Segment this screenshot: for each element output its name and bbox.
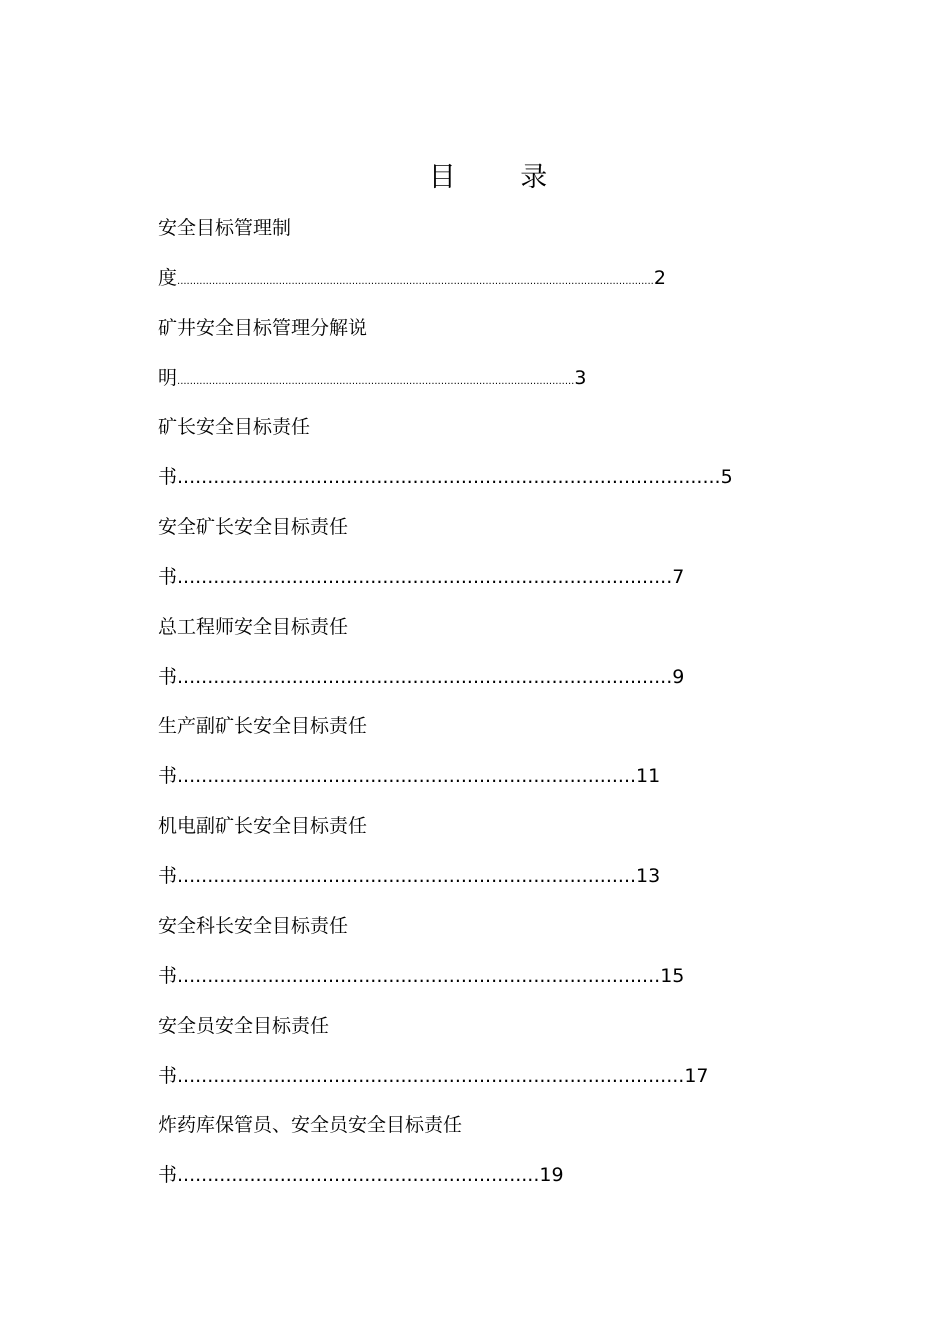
toc-entry-title: 生产副矿长安全目标责任 xyxy=(158,715,368,738)
toc-entry-tail xyxy=(158,956,798,996)
toc-entry-title: 总工程师安全目标责任 xyxy=(158,615,349,638)
toc-entry-tail xyxy=(158,457,798,497)
toc-entry-tail-char: 书 xyxy=(158,466,178,489)
toc-dot-leader: .................................................................................. xyxy=(177,665,673,688)
toc-entry[interactable] xyxy=(158,407,798,507)
toc-entry-tail-char: 书 xyxy=(158,1164,178,1187)
toc-entry[interactable] xyxy=(158,208,798,308)
toc-entry-tail xyxy=(158,856,798,896)
toc-dot-leader: ............................................................ xyxy=(177,1164,540,1187)
toc-entry[interactable] xyxy=(158,308,798,408)
toc-entry-title: 机电副矿长安全目标责任 xyxy=(158,815,368,838)
toc-entry-tail-char: 书 xyxy=(158,1064,178,1087)
toc-title: 目 录 xyxy=(428,162,576,193)
toc-entry-tail xyxy=(158,557,798,597)
toc-entry-tail xyxy=(158,1056,798,1096)
toc-entry[interactable] xyxy=(158,1006,798,1106)
toc-page-number: 11 xyxy=(636,765,661,788)
toc-page-number: 2 xyxy=(653,267,666,289)
toc-entry-tail xyxy=(158,756,798,796)
toc-page-number: 5 xyxy=(720,466,733,489)
toc-dot-leader: ................................................................................ xyxy=(177,964,661,987)
toc-entry-tail-char: 书 xyxy=(158,665,178,688)
toc-dot-leader: .................................................................................... xyxy=(177,1064,685,1087)
toc-dot-leader: ............................................................................ xyxy=(177,765,637,788)
toc-entry[interactable] xyxy=(158,607,798,707)
toc-dot-leader: ............................................................................ xyxy=(177,865,637,888)
toc-entry-tail-char: 度 xyxy=(158,267,178,289)
toc-entry[interactable] xyxy=(158,906,798,1006)
toc-entry-tail-char: 书 xyxy=(158,566,178,589)
toc-entry-tail xyxy=(158,358,798,398)
toc-entry-title: 炸药库保管员、安全员安全目标责任 xyxy=(158,1114,463,1137)
toc-entry[interactable] xyxy=(158,706,798,806)
toc-page-number: 15 xyxy=(660,964,685,987)
toc-entry-title: 安全矿长安全目标责任 xyxy=(158,516,349,539)
toc-entry[interactable] xyxy=(158,507,798,607)
toc-dot-leader: .................................................................................. xyxy=(177,566,673,589)
toc-page-number: 7 xyxy=(672,566,685,589)
toc-entry-tail xyxy=(158,1155,798,1195)
toc-entry-title: 安全员安全目标责任 xyxy=(158,1014,330,1037)
toc-entry-tail-char: 书 xyxy=(158,865,178,888)
toc-entry-title: 矿井安全目标管理分解说 xyxy=(158,316,368,339)
toc-entry-title: 安全目标管理制 xyxy=(158,217,292,239)
toc-dot-leader: .......................................................................................... xyxy=(177,466,721,489)
toc-dot-leader: ...................................................................................................................................................... xyxy=(177,276,654,287)
toc-entry-title: 安全科长安全目标责任 xyxy=(158,914,349,937)
toc-dot-leader: ............................................................................................................................. xyxy=(177,375,575,387)
toc-entry-tail-char: 书 xyxy=(158,964,178,987)
toc-page-number: 3 xyxy=(574,366,587,389)
toc-list xyxy=(158,208,798,1205)
toc-page-number: 13 xyxy=(636,865,661,888)
toc-entry[interactable] xyxy=(158,1105,798,1205)
toc-entry-tail-char: 书 xyxy=(158,765,178,788)
toc-entry-tail xyxy=(158,657,798,697)
toc-entry-title: 矿长安全目标责任 xyxy=(158,416,311,439)
toc-entry-tail xyxy=(158,258,798,298)
toc-entry-tail-char: 明 xyxy=(158,366,178,389)
toc-entry[interactable] xyxy=(158,806,798,906)
toc-page-number: 19 xyxy=(539,1164,564,1187)
toc-page-number: 17 xyxy=(684,1064,709,1087)
toc-page-number: 9 xyxy=(672,665,685,688)
